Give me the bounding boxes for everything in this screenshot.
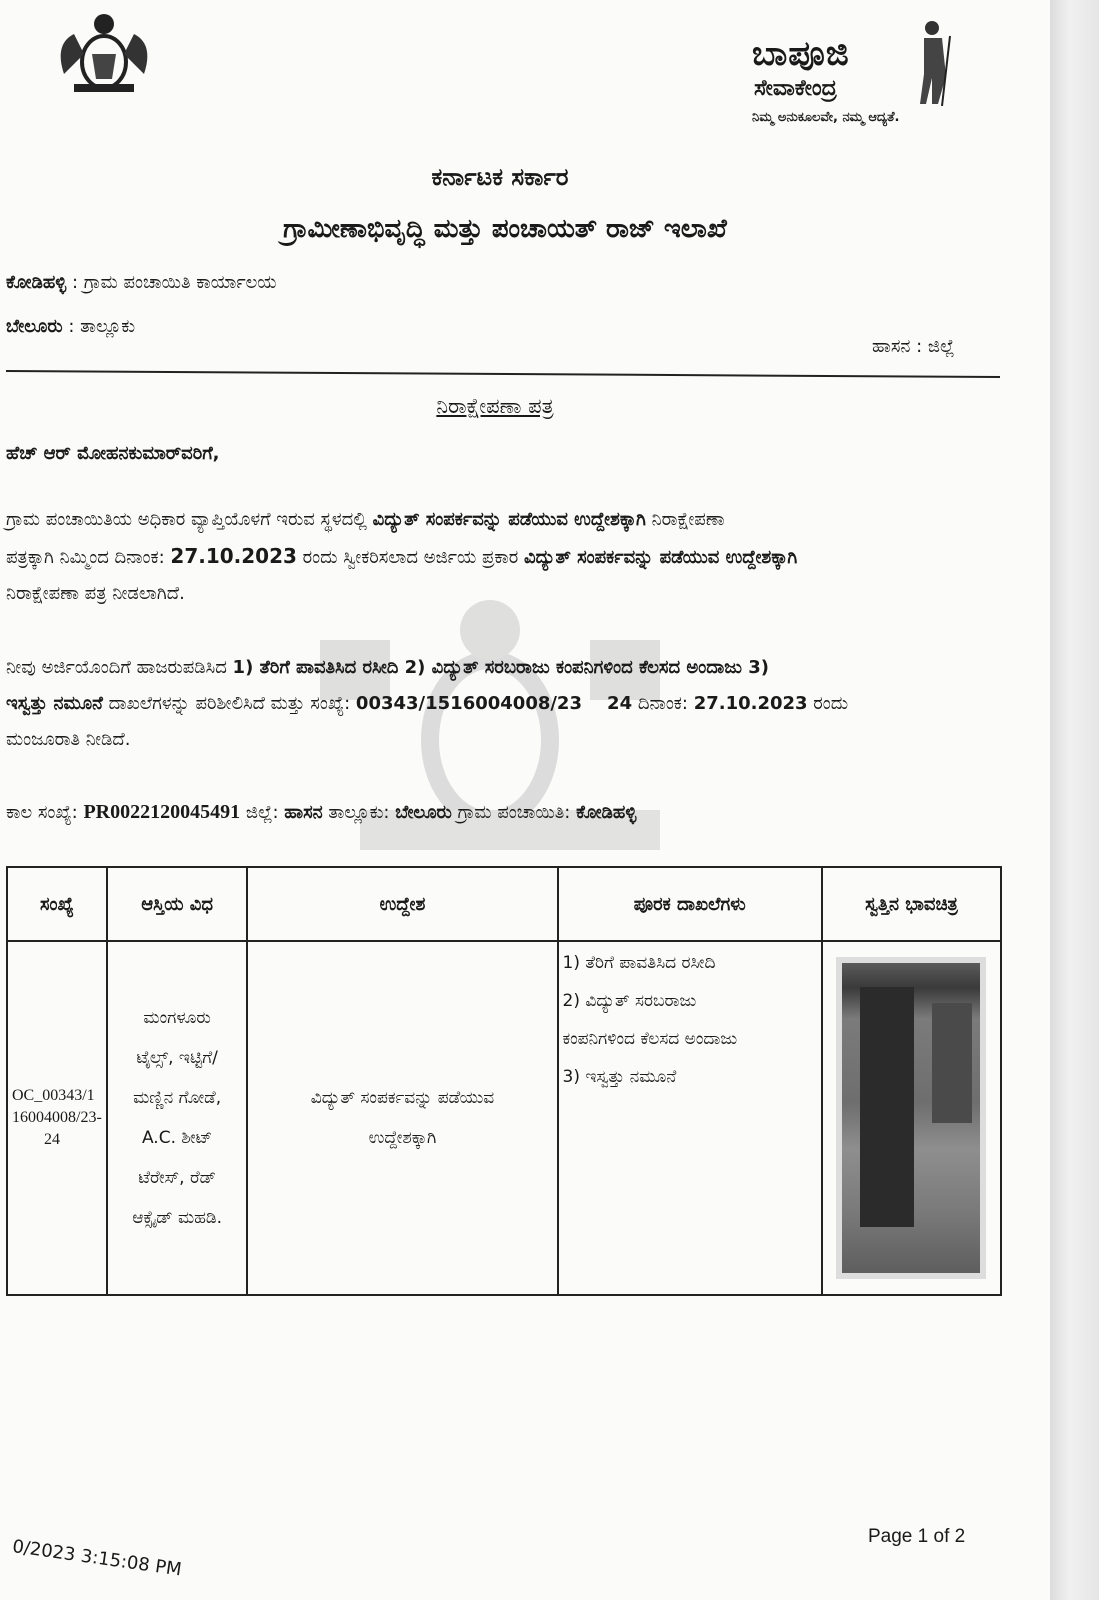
p3-district: ಹಾಸನ bbox=[284, 802, 323, 823]
p2-eswattu: ಇಸ್ವತ್ತು ನಮೂನೆ bbox=[6, 693, 103, 714]
header-supporting-docs: ಪೂರಕ ದಾಖಲೆಗಳು bbox=[558, 867, 822, 941]
p2-number: 00343/1516004008/23 24 bbox=[355, 693, 633, 714]
cell-property-photo bbox=[822, 941, 1001, 1295]
docs-line-4: 3) ಇಸ್ವತ್ತು ನಮೂನೆ bbox=[562, 1067, 677, 1087]
taluk-name: ಬೇಲೂರು bbox=[6, 316, 63, 337]
office-line bbox=[6, 272, 277, 293]
paragraph-2 bbox=[6, 650, 996, 758]
p3-text-a: ಕಾಲ ಸಂಖ್ಯೆ: bbox=[6, 802, 84, 823]
p3-code: PR0022120045491 bbox=[83, 801, 241, 823]
number-line-3: 24 bbox=[44, 1131, 60, 1148]
logo-title: ಬಾಪೂಜಿ bbox=[752, 34, 850, 74]
number-line-2: 16004008/23- bbox=[12, 1109, 102, 1126]
header-number: ಸಂಖ್ಯೆ bbox=[7, 867, 107, 941]
p2-line-3 bbox=[6, 722, 996, 758]
header-property-photo: ಸ್ವತ್ತಿನ ಭಾವಚಿತ್ರ bbox=[822, 867, 1001, 941]
government-title: ಕರ್ನಾಟಕ ಸರ್ಕಾರ bbox=[431, 163, 569, 191]
print-timestamp: 0/2023 3:15:08 PM bbox=[11, 1536, 183, 1581]
taluk-line bbox=[6, 316, 135, 337]
type-line-1: ಮಂಗಳೂರು bbox=[143, 1008, 211, 1028]
type-line-2: ಟೈಲ್ಸ್, ಇಟ್ಟಿಗೆ/ bbox=[136, 1048, 218, 1068]
cell-supporting-docs bbox=[558, 941, 822, 1295]
cell-purpose bbox=[247, 941, 557, 1295]
photo-wall-panel bbox=[932, 1003, 972, 1123]
p1-purpose: ವಿದ್ಯುತ್ ಸಂಪರ್ಕವನ್ನು ಪಡೆಯುವ ಉದ್ದೇಶಕ್ಕಾಗಿ bbox=[372, 509, 646, 530]
type-line-3: ಮಣ್ಣಿನ ಗೋಡೆ, bbox=[133, 1088, 222, 1108]
p1-text-d: ಪತ್ರಕ್ಕಾಗಿ ನಿಮ್ಮಿಂದ ದಿನಾಂಕ: bbox=[6, 547, 171, 568]
logo-tagline: ನಿಮ್ಮ ಅನುಕೂಲವೇ, ನಮ್ಮ ಆದ್ಯತೆ. bbox=[752, 110, 900, 125]
p1-text-a: ಗ್ರಾಮ ಪಂಚಾಯಿತಿಯ ಅಧಿಕಾರ ವ್ಯಾಪ್ತಿಯೊಳಗೆ ಇರುವ ಸ್ಥಳದಲ್ಲಿ bbox=[6, 509, 373, 530]
table-header-row bbox=[7, 867, 1001, 941]
p1-date: 27.10.2023 bbox=[170, 544, 297, 568]
table-row bbox=[7, 941, 1001, 1295]
department-title: ಗ್ರಾಮೀಣಾಭಿವೃದ್ಧಿ ಮತ್ತು ಪಂಚಾಯತ್ ರಾಜ್ ಇಲಾಖೆ bbox=[283, 214, 727, 244]
p1-purpose-2: ವಿದ್ಯುತ್ ಸಂಪರ್ಕವನ್ನು ಪಡೆಯುವ ಉದ್ದೇಶಕ್ಕಾಗಿ bbox=[524, 547, 798, 568]
page-edge bbox=[1050, 0, 1099, 1600]
p3-text-b: ಜಿಲ್ಲೆ: bbox=[240, 802, 285, 823]
document-title: ನಿರಾಕ್ಷೇಪಣಾ ಪತ್ರ bbox=[436, 394, 554, 418]
p2-text-d: ದಾಖಲೆಗಳನ್ನು ಪರಿಶೀಲಿಸಿದೆ ಮತ್ತು ಸಂಖ್ಯೆ: bbox=[102, 693, 356, 714]
paragraph-3 bbox=[6, 794, 996, 831]
bapuji-logo bbox=[752, 16, 1002, 136]
cell-number bbox=[7, 941, 107, 1295]
p2-text-f: ರಂದು bbox=[807, 693, 849, 714]
purpose-line-2: ಉದ್ದೇಶಕ್ಕಾಗಿ bbox=[368, 1128, 437, 1148]
type-line-5: ಟೆರೇಸ್, ರೆಡ್ bbox=[138, 1168, 216, 1188]
p2-line-2 bbox=[6, 686, 996, 722]
p2-text-e: ದಿನಾಂಕ: bbox=[632, 693, 694, 714]
logo-subtitle: ಸೇವಾಕೇಂದ್ರ bbox=[754, 76, 837, 101]
office-label: : ಗ್ರಾಮ ಪಂಚಾಯಿತಿ ಕಾರ್ಯಾಲಯ bbox=[66, 272, 277, 293]
p1-text-e: ರಂದು ಸ್ವೀಕರಿಸಲಾದ ಅರ್ಜಿಯ ಪ್ರಕಾರ bbox=[296, 547, 525, 568]
header-property-type: ಆಸ್ತಿಯ ವಿಧ bbox=[107, 867, 248, 941]
state-emblem-icon bbox=[44, 4, 164, 104]
paragraph-1 bbox=[6, 502, 996, 612]
p2-documents: 1) ತೆರಿಗೆ ಪಾವತಿಸಿದ ರಸೀದಿ 2) ವಿದ್ಯುತ್ ಸರಬರಾಜು ಕಂಪನಿಗಳಿಂದ ಕೆಲಸದ ಅಂದಾಜು 3) bbox=[232, 657, 770, 678]
number-line-1: OC_00343/1 bbox=[12, 1087, 95, 1104]
cell-property-type bbox=[107, 941, 248, 1295]
office-name: ಕೋಡಿಹಳ್ಳಿ bbox=[6, 272, 67, 293]
district-label: ಹಾಸನ : ಜಿಲ್ಲೆ bbox=[872, 336, 955, 357]
purpose-line-1: ವಿದ್ಯುತ್ ಸಂಪರ್ಕವನ್ನು ಪಡೆಯುವ bbox=[310, 1088, 495, 1108]
p1-text-c: ನಿರಾಕ್ಷೇಪಣಾ bbox=[645, 509, 725, 530]
p2-text-g: ಮಂಜೂರಾತಿ ನೀಡಿದೆ. bbox=[6, 729, 131, 750]
header-purpose: ಉದ್ದೇಶ bbox=[247, 867, 557, 941]
docs-line-1: 1) ತೆರಿಗೆ ಪಾವತಿಸಿದ ರಸೀದಿ bbox=[562, 953, 716, 973]
docs-line-2: 2) ವಿದ್ಯುತ್ ಸರಬರಾಜು bbox=[562, 991, 697, 1011]
taluk-label: : ತಾಲ್ಲೂಕು bbox=[62, 316, 136, 337]
p2-text-a: ನೀವು ಅರ್ಜಿಯೊಂದಿಗೆ ಹಾಜರುಪಡಿಸಿದ bbox=[6, 657, 233, 678]
p3-text-d: ಗ್ರಾಮ ಪಂಚಾಯಿತಿ: bbox=[451, 802, 577, 823]
addressee: ಹೆಚ್ ಆರ್ ಮೋಹನಕುಮಾರ್‌ವರಿಗೆ, bbox=[6, 443, 220, 464]
p1-line-3 bbox=[6, 576, 996, 612]
property-table bbox=[6, 866, 1002, 1296]
type-line-4: A.C. ಶೀಟ್ bbox=[141, 1128, 213, 1148]
page-number: Page 1 of 2 bbox=[868, 1526, 966, 1547]
p2-date: 27.10.2023 bbox=[693, 693, 808, 714]
p3-text-c: ತಾಲ್ಲೂಕು: bbox=[322, 802, 396, 823]
p1-text-g: ನಿರಾಕ್ಷೇಪಣಾ ಪತ್ರ ನೀಡಲಾಗಿದೆ. bbox=[6, 583, 185, 604]
p3-taluk: ಬೇಲೂರು bbox=[395, 802, 452, 823]
docs-line-3: ಕಂಪನಿಗಳಿಂದ ಕೆಲಸದ ಅಂದಾಜು bbox=[562, 1029, 738, 1049]
p1-line-1 bbox=[6, 502, 996, 538]
p3-gram-panchayat: ಕೋಡಿಹಳ್ಳಿ bbox=[576, 802, 637, 823]
gandhi-figure-icon bbox=[902, 16, 962, 106]
p2-line-1 bbox=[6, 650, 996, 686]
p1-line-2 bbox=[6, 538, 996, 576]
type-line-6: ಆಕ್ಸೈಡ್ ಮಹಡಿ. bbox=[132, 1208, 223, 1228]
photo-door bbox=[860, 987, 914, 1227]
property-photo bbox=[836, 957, 986, 1279]
